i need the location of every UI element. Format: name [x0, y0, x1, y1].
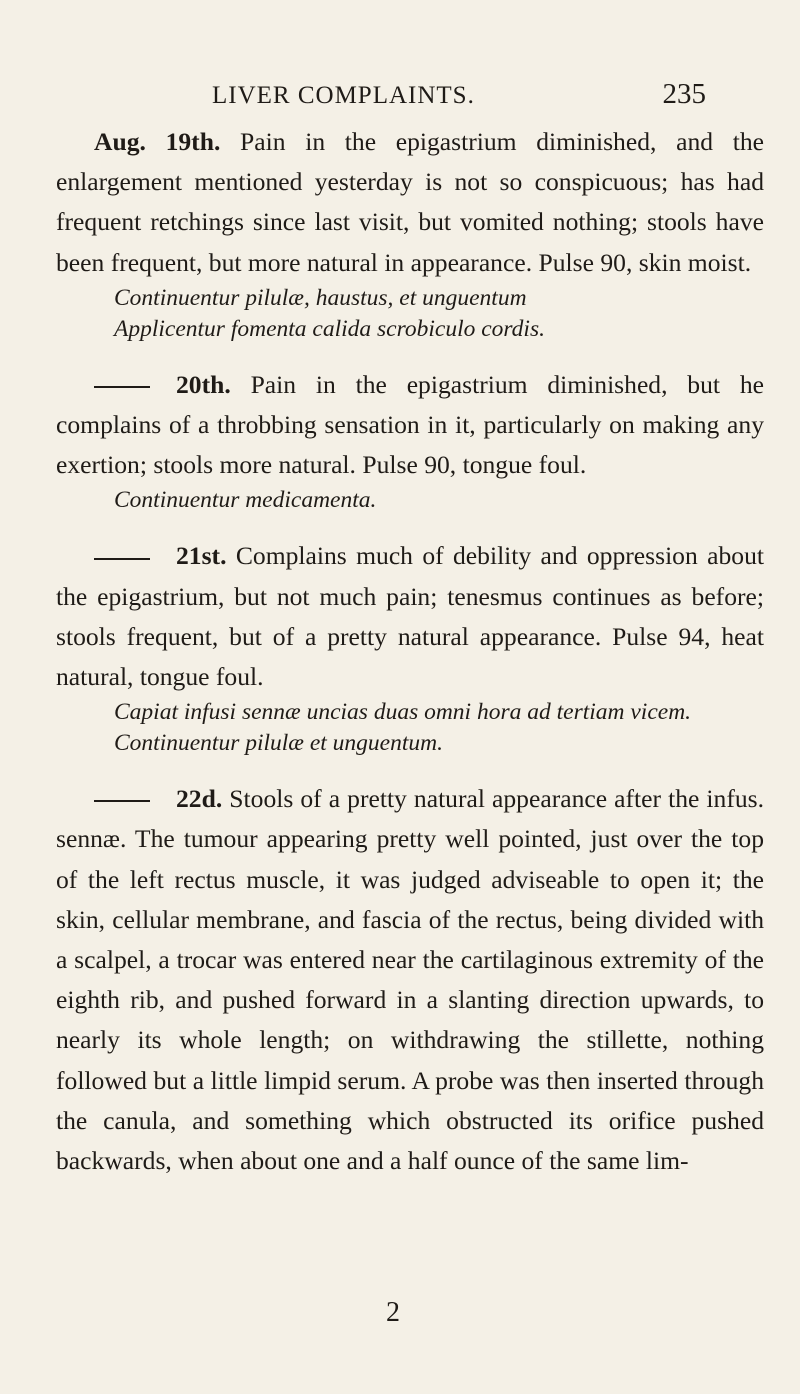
entry-date: 20th. [176, 369, 231, 399]
em-rule [94, 558, 150, 560]
running-head [0, 78, 800, 118]
entry-date: Aug. 19th. [94, 127, 221, 156]
entry-text: Complains much of debility and oppression about the epigastrium, but not much pain; tenesmus continues as before; stools frequent, but of a pretty natural appearance. Pulse 94, heat natural, tongue foul. [56, 541, 764, 692]
prescription-line: Capiat infusi sennæ uncias duas omni hora ad tertiam vicem. [114, 699, 692, 726]
entry-text: Pain in the epigastrium diminished, and the enlargement mentioned yesterday is not so conspicuous; has had frequent retchings since last visit, but vomited nothing; stools have been frequent, but more natural in appearance. Pulse 90, skin moist. [56, 127, 764, 277]
prescription-line: Applicentur fomenta calida scrobiculo cordis. [114, 315, 545, 342]
entry-21st [56, 536, 764, 697]
body-text [56, 122, 764, 1181]
prescription-line: Continuentur pilulæ et unguentum. [114, 730, 443, 757]
entry-date: 22d. [176, 784, 223, 814]
entry-text: Stools of a pretty natural appearance after the infus. sennæ. The tumour appearing pretty well pointed, just over the top of the left rectus muscle, it was judged adviseable to open it; the skin, cellular membrane, and fascia of the rectus, being divided with a scalpel, a trocar was entered near the cartilaginous extremity of the eighth rib, and pushed forward in a slanting direction upwards, to nearly its whole length; on withdrawing the stillette, nothing followed but a little limpid serum. A probe was then inserted through the canula, and something which obstructed its orifice pushed backwards, when about one and a half ounce of the same lim- [56, 784, 764, 1176]
page-number: 235 [662, 78, 706, 110]
signature-mark: 2 [386, 1297, 400, 1328]
prescription-line: Continuentur medicamenta. [114, 487, 377, 514]
entry-text: Pain in the epigastrium diminished, but he complains of a throbbing sensation in it, particularly on making any exertion; stools more natural. Pulse 90, tongue foul. [56, 369, 764, 480]
running-title: LIVER COMPLAINTS. [212, 82, 475, 109]
entry-20th [56, 365, 764, 486]
em-rule [94, 800, 150, 802]
prescription-line: Continuentur pilulæ, haustus, et unguentum [114, 284, 527, 311]
entry-22d [56, 779, 764, 1181]
entry-aug-19 [56, 122, 764, 283]
em-rule [94, 386, 150, 388]
entry-date: 21st. [176, 541, 227, 571]
